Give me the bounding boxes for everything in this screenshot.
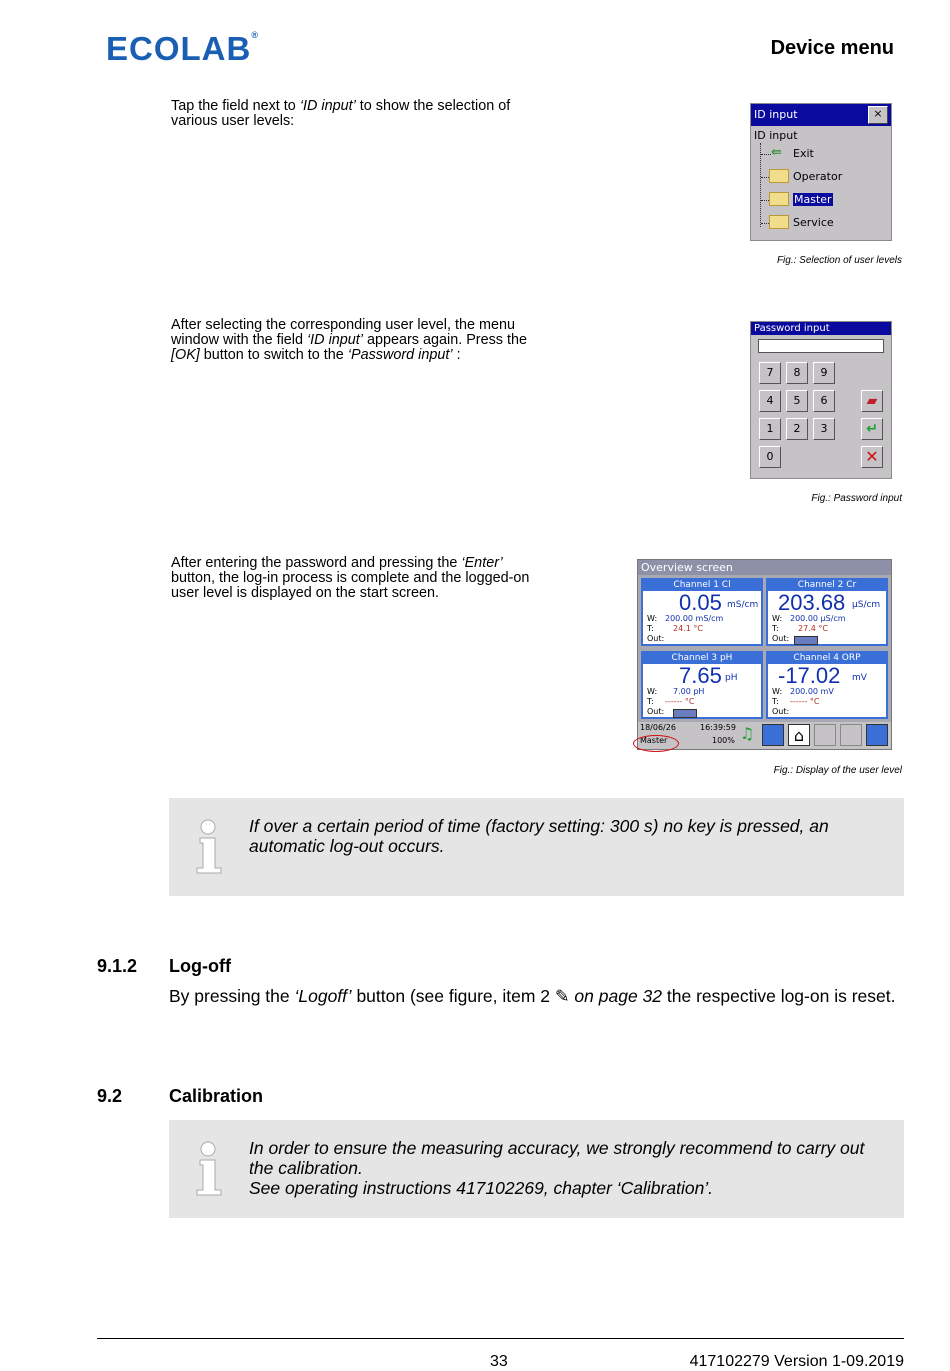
channel-4-out-label: Out: xyxy=(772,707,790,716)
channel-3-title: Channel 3 pH xyxy=(643,653,761,664)
channel-4-title: Channel 4 ORP xyxy=(768,653,886,664)
menu-list-icon[interactable] xyxy=(762,724,784,746)
key-2[interactable]: 2 xyxy=(786,418,808,440)
channel-2-out-label: Out: xyxy=(772,634,790,643)
enter-icon[interactable]: ↵ xyxy=(861,418,883,440)
channel-2-unit: µS/cm xyxy=(852,600,881,610)
channel-1-w-label: W: xyxy=(647,614,658,623)
section-title-calibration: Calibration xyxy=(169,1086,264,1106)
channel-1-value: 0.05 xyxy=(679,590,722,615)
channel-3-value: 7.65 xyxy=(679,663,722,688)
channel-1-t-label: T: xyxy=(647,624,654,633)
note-calibration-line2: See operating instructions 417102269, chapter ‘Calibration’. xyxy=(249,1178,714,1198)
tree-line xyxy=(760,143,762,227)
channel-4-w-label: W: xyxy=(772,687,783,696)
key-5[interactable]: 5 xyxy=(786,390,808,412)
id-input-title: ID input xyxy=(754,108,798,121)
channel-1-t-value: 24.1 °C xyxy=(673,624,703,633)
info-note-calibration xyxy=(169,1120,904,1218)
ecolab-logo: ECOLAB® xyxy=(106,30,258,67)
status-user-level: Master xyxy=(640,736,668,745)
cross-reference-link[interactable]: on page 32 xyxy=(569,986,663,1006)
channel-4-panel[interactable] xyxy=(766,651,888,719)
channel-2-t-label: T: xyxy=(772,624,779,633)
folder-icon xyxy=(769,192,789,206)
figure-caption-user-display: Fig.: Display of the user level xyxy=(773,765,902,776)
key-9[interactable]: 9 xyxy=(813,362,835,384)
start-screen-paragraph: After entering the password and pressing the ‘Enter’ button, the log-in process is complete and the logged-on user level is displayed on the start screen. xyxy=(171,555,530,601)
tree-branch xyxy=(761,154,771,155)
close-icon[interactable]: × xyxy=(868,106,888,124)
password-paragraph: After selecting the corresponding user level, the menu window with the field ‘ID input’ appears again. Press the [OK] button to switch to the ‘Password input’ : xyxy=(171,317,527,363)
id-input-window xyxy=(750,103,892,241)
channel-1-unit: mS/cm xyxy=(727,600,759,610)
key-3[interactable]: 3 xyxy=(813,418,835,440)
key-7[interactable]: 7 xyxy=(759,362,781,384)
password-input-titlebar: Password input xyxy=(751,322,891,335)
channel-3-w-label: W: xyxy=(647,687,658,696)
overview-title: Overview screen xyxy=(638,560,891,575)
key-0[interactable]: 0 xyxy=(759,446,781,468)
tree-item-service[interactable]: Service xyxy=(793,216,834,229)
figure-caption-user-levels: Fig.: Selection of user levels xyxy=(776,255,902,266)
info-icon xyxy=(194,818,226,874)
channel-4-t-value: ------ °C xyxy=(790,697,820,706)
page-number: 33 xyxy=(490,1353,508,1370)
note-calibration-text xyxy=(249,1138,889,1198)
channel-2-w-label: W: xyxy=(772,614,783,623)
note-calibration-line1: In order to ensure the measuring accuracy, we strongly recommend to carry out the calibration. xyxy=(249,1138,865,1178)
channel-1-w-value: 200.00 mS/cm xyxy=(665,614,724,623)
home-icon[interactable]: ⌂ xyxy=(788,724,810,746)
page-header-title: Device menu xyxy=(770,37,894,59)
empty-button[interactable] xyxy=(814,724,836,746)
figure-caption-password: Fig.: Password input xyxy=(811,493,902,504)
channel-4-w-value: 200.00 mV xyxy=(790,687,834,696)
logoff-paragraph: By pressing the ‘Logoff’ button (see figure, item 2 ✎ on page 32 the respective log-on is reset. xyxy=(169,986,896,1006)
key-6[interactable]: 6 xyxy=(813,390,835,412)
note-logout-text: If over a certain period of time (factory setting: 300 s) no key is pressed, an automatic log-out occurs. xyxy=(249,816,829,856)
key-1[interactable]: 1 xyxy=(759,418,781,440)
tree-item-exit[interactable]: Exit xyxy=(793,147,814,160)
overview-screen xyxy=(637,559,892,750)
channel-3-panel[interactable] xyxy=(641,651,763,719)
channel-2-value: 203.68 xyxy=(778,590,846,615)
footer-rule xyxy=(97,1338,904,1339)
channel-3-out-label: Out: xyxy=(647,707,665,716)
password-input-window xyxy=(750,321,892,479)
status-percent: 100% xyxy=(712,736,735,745)
folder-icon xyxy=(769,215,789,229)
overview-list-icon[interactable] xyxy=(866,724,888,746)
cancel-icon[interactable]: ✕ xyxy=(861,446,883,468)
channel-2-title: Channel 2 Cr xyxy=(768,580,886,591)
channel-4-unit: mV xyxy=(852,673,867,683)
folder-icon xyxy=(769,169,789,183)
key-8[interactable]: 8 xyxy=(786,362,808,384)
channel-2-w-value: 200.00 µS/cm xyxy=(790,614,846,623)
info-icon xyxy=(194,1140,226,1196)
status-time: 16:39:59 xyxy=(700,723,736,732)
channel-3-t-value: ------ °C xyxy=(665,697,695,706)
id-input-paragraph: Tap the field next to ‘ID input’ to show the selection of various user levels: xyxy=(171,98,511,129)
section-number-92: 9.2 xyxy=(97,1086,123,1106)
exit-icon: ⇚ xyxy=(771,145,782,160)
channel-3-w-value: 7.00 pH xyxy=(673,687,705,696)
channel-1-panel[interactable] xyxy=(641,578,763,646)
status-date: 18/06/26 xyxy=(640,723,676,732)
tree-root-label: ID input xyxy=(754,129,798,142)
channel-4-t-label: T: xyxy=(772,697,779,706)
section-title-logoff: Log-off xyxy=(169,956,231,976)
channel-1-out-label: Out: xyxy=(647,634,665,643)
info-note-logout xyxy=(169,798,904,896)
channel-3-unit: pH xyxy=(725,673,738,683)
password-field[interactable] xyxy=(758,339,884,353)
output-bar-icon xyxy=(794,636,818,645)
channel-2-t-value: 27.4 °C xyxy=(798,624,828,633)
key-4[interactable]: 4 xyxy=(759,390,781,412)
section-number-912: 9.1.2 xyxy=(97,956,138,976)
empty-button[interactable] xyxy=(840,724,862,746)
output-bar-icon xyxy=(673,709,697,718)
channel-2-panel[interactable] xyxy=(766,578,888,646)
bell-icon[interactable]: ♫ xyxy=(739,724,755,743)
user-level-highlight xyxy=(633,735,679,752)
channel-4-value: -17.02 xyxy=(778,663,841,688)
document-version: 417102279 Version 1-09.2019 xyxy=(689,1353,904,1370)
tree-item-operator[interactable]: Operator xyxy=(793,170,843,183)
channel-1-title: Channel 1 Cl xyxy=(643,580,761,591)
cross-reference-icon: ✎ xyxy=(554,986,570,1006)
tree-item-master[interactable]: Master xyxy=(794,193,832,206)
channel-3-t-label: T: xyxy=(647,697,654,706)
eraser-icon[interactable]: ▰ xyxy=(861,390,883,412)
id-input-titlebar xyxy=(751,104,891,126)
